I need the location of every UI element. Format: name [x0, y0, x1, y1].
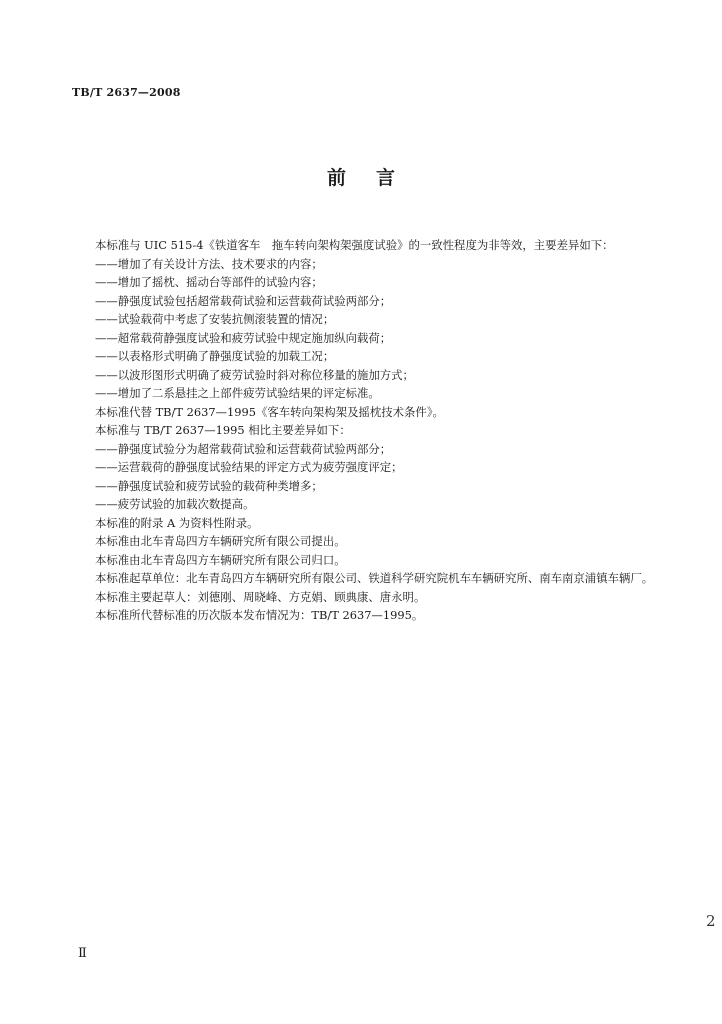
standard-code: TB/T 2637—2008 [72, 86, 181, 99]
centralized-by-paragraph: 本标准由北车青岛四方车辆研究所有限公司归口。 [95, 552, 346, 567]
list-item: ——增加了摇枕、摇动台等部件的试验内容； [95, 275, 323, 289]
appendix-paragraph: 本标准的附录 A 为资料性附录。 [95, 515, 259, 530]
list-item: ——增加了有关设计方法、技术要求的内容； [95, 256, 323, 271]
list-item: ——超常载荷静强度试验和疲劳试验中规定施加纵向载荷； [95, 330, 392, 345]
list-item: ——增加了二系悬挂之上部件疲劳试验结果的评定标准。 [95, 386, 380, 400]
compare-intro-paragraph: 本标准与 TB/T 2637—1995 相比主要差异如下： [95, 423, 351, 437]
replaces-paragraph: 本标准代替 TB/T 2637—1995《客车转向架构架及摇枕技术条件》。 [95, 404, 444, 419]
list-item: ——以波形图形式明确了疲劳试验时斜对称位移量的施加方式； [95, 367, 414, 382]
history-paragraph: 本标准所代替标准的历次版本发布情况为：TB/T 2637—1995。 [95, 608, 424, 622]
list-item: ——试验载荷中考虑了安装抗侧滚装置的情况； [95, 312, 335, 326]
edge-mark: 2 [706, 912, 716, 930]
intro-paragraph: 本标准与 UIC 515-4《铁道客车 拖车转向架构架强度试验》的一致性程度为非等效，主要差异如下： [95, 238, 614, 252]
list-item: ——疲劳试验的加载次数提高。 [95, 497, 255, 511]
list-item: ——静强度试验分为超常载荷试验和运营载荷试验两部分； [95, 441, 392, 456]
page-title: 前言 [326, 167, 425, 189]
proposed-by-paragraph: 本标准由北车青岛四方车辆研究所有限公司提出。 [95, 534, 346, 548]
list-item: ——运营载荷的静强度试验结果的评定方式为疲劳强度评定； [95, 460, 403, 474]
preface-body [72, 236, 662, 625]
list-item: ——静强度试验包括超常载荷试验和运营载荷试验两部分； [95, 293, 392, 308]
list-item: ——静强度试验和疲劳试验的载荷种类增多； [95, 478, 323, 493]
drafting-units-paragraph: 本标准起草单位：北车青岛四方车辆研究所有限公司、铁道科学研究院机车车辆研究所、南车南京浦镇车辆厂。 [95, 571, 654, 585]
page-number: Ⅱ [78, 946, 87, 961]
list-item: ——以表格形式明确了静强度试验的加载工况； [95, 349, 335, 363]
drafters-paragraph: 本标准主要起草人：刘德刚、周晓峰、方克娟、顾典康、唐永明。 [95, 589, 426, 604]
